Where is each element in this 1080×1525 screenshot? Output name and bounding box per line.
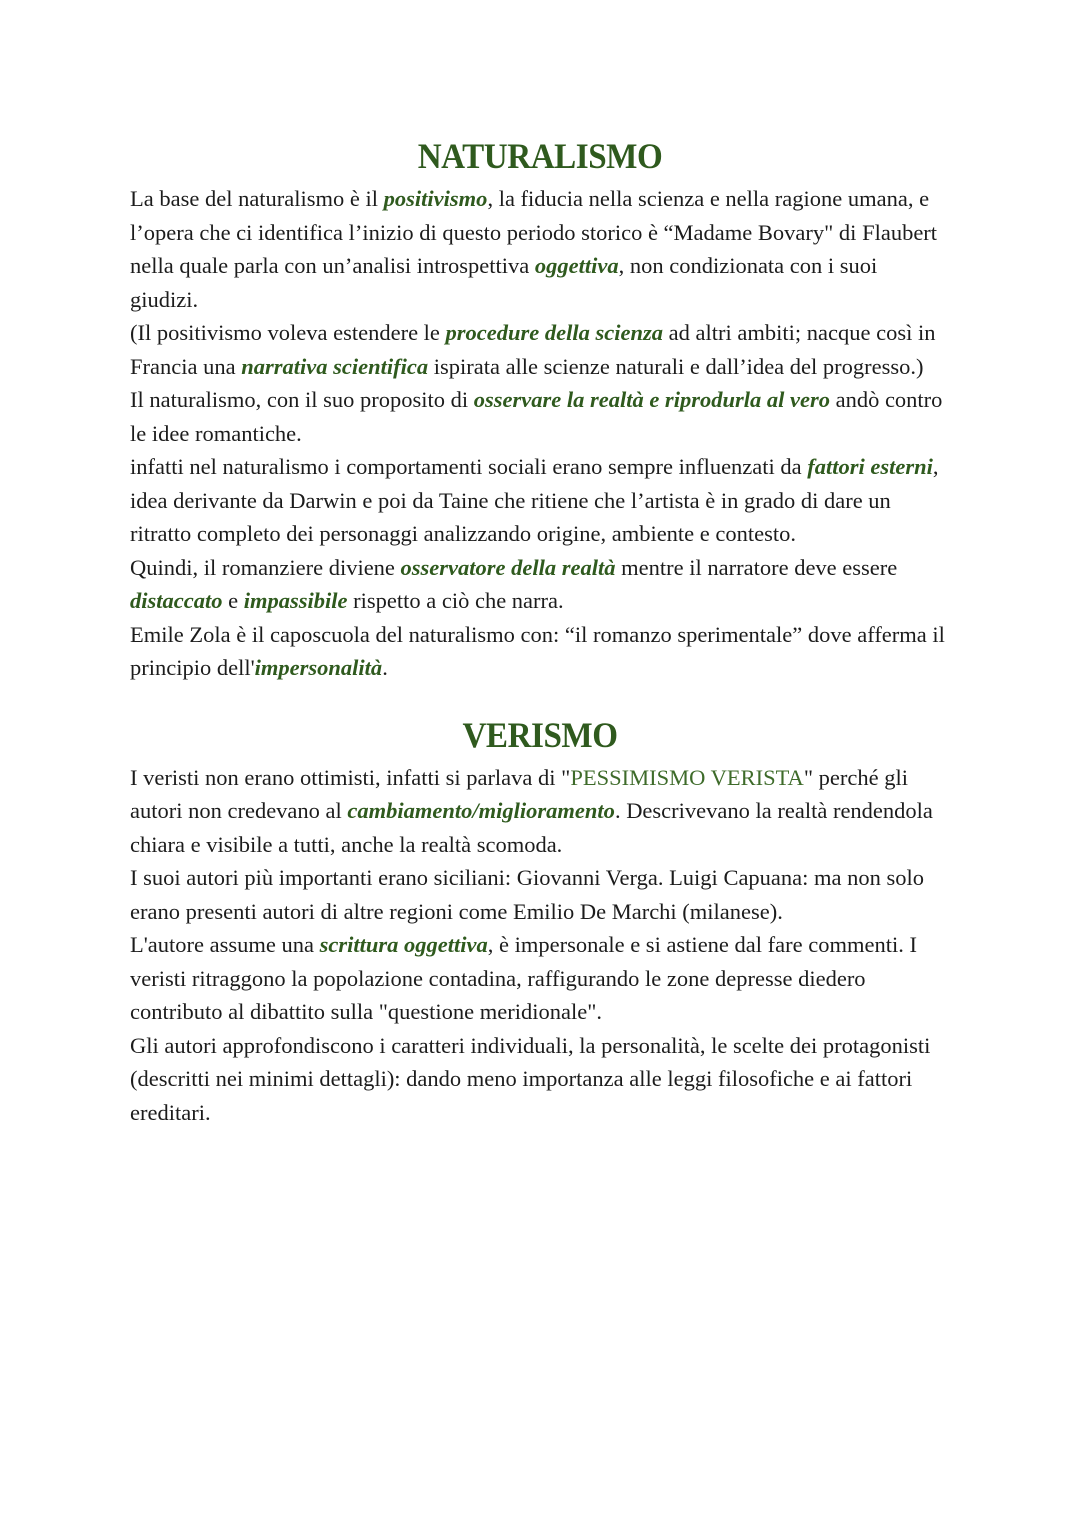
text-run: Emile Zola è il caposcuola del naturalismo con: “il romanzo sperimentale” dove afferma il principio dell' <box>130 621 945 680</box>
emphasized-term: impersonalità <box>254 655 383 680</box>
paragraph <box>130 316 950 383</box>
text-run: , idea derivante da Darwin e poi da Taine che ritiene che l’artista è in grado di dare un ritratto completo dei personaggi analizzando origine, ambiente e contesto. <box>130 454 939 546</box>
text-run: (Il positivismo voleva estendere le <box>130 320 446 345</box>
emphasized-term: cambiamento/miglioramento <box>347 798 615 823</box>
emphasized-term: osservatore della realtà <box>400 554 616 580</box>
paragraph <box>130 450 950 551</box>
paragraph <box>130 1029 950 1130</box>
emphasized-term: fattori esterni <box>807 454 933 479</box>
emphasized-term: impassibile <box>243 588 348 613</box>
text-run: ispirata alle scienze naturali e dall’idea del progresso.) <box>428 353 924 379</box>
emphasized-term: scrittura oggettiva <box>319 932 488 957</box>
document-page <box>130 134 950 1129</box>
text-run: L'autore assume una <box>130 932 320 957</box>
section-body-naturalismo <box>130 182 950 685</box>
section-body-verismo <box>130 761 950 1130</box>
text-run: , non condizionata con i suoi giudizi. <box>130 253 878 312</box>
emphasized-term: oggettiva <box>534 253 619 278</box>
text-run: andò contro le idee romantiche. <box>130 387 943 446</box>
emphasized-term: procedure della scienza <box>445 320 664 345</box>
text-run: Il naturalismo, con il suo proposito di <box>130 387 474 412</box>
text-run: , è impersonale e si astiene dal fare commenti. I veristi ritraggono la popolazione contadina, raffigurando le zone depresse diedero contributo al dibattito sulla "questione meridionale". <box>130 932 917 1024</box>
emphasized-term: distaccato <box>130 588 223 613</box>
paragraph <box>130 861 950 928</box>
text-run: rispetto a ciò che narra. <box>347 588 564 613</box>
paragraph <box>130 551 950 618</box>
text-run: . Descrivevano la realtà rendendola chiara e visibile a tutti, anche la realtà scomoda. <box>130 798 933 857</box>
text-run: " perché gli autori non credevano al <box>130 764 908 823</box>
text-run: La base del naturalismo è il <box>130 186 384 211</box>
emphasized-term: positivismo <box>383 186 488 211</box>
section-title-naturalismo: NATURALISMO <box>417 136 663 176</box>
section-title-verismo: VERISMO <box>462 714 618 755</box>
text-run: e <box>222 588 244 613</box>
highlighted-phrase: PESSIMISMO VERISTA <box>570 764 804 790</box>
paragraph <box>130 182 950 316</box>
paragraph <box>130 928 950 1029</box>
text-run: infatti nel naturalismo i comportamenti sociali erano sempre influenzati da <box>130 454 808 479</box>
text-run: Quindi, il romanziere diviene <box>130 554 401 580</box>
emphasized-term: osservare la realtà e riprodurla al vero <box>473 387 830 412</box>
text-run: mentre il narratore deve essere <box>615 554 898 580</box>
emphasized-term: narrativa scientifica <box>241 353 429 379</box>
paragraph <box>130 761 950 862</box>
text-run: I veristi non erano ottimisti, infatti si parlava di " <box>130 764 571 790</box>
paragraph <box>130 383 950 450</box>
text-run: I suoi autori più importanti erano siciliani: Giovanni Verga. Luigi Capuana: ma non solo erano presenti autori di altre regioni come Emilio De Marchi (milanese). <box>130 865 925 924</box>
text-run: Gli autori approfondiscono i caratteri individuali, la personalità, le scelte dei protagonisti (descritti nei minimi dettagli): dando meno importanza alle leggi filosofiche e ai fattori ereditari. <box>130 1032 931 1125</box>
text-run: . <box>382 655 388 680</box>
text-run: ad altri ambiti; nacque così in Francia una <box>130 320 936 379</box>
paragraph <box>130 618 950 685</box>
text-run: , la fiducia nella scienza e nella ragione umana, e l’opera che ci identifica l’inizio di questo periodo storico è “Madame Bovary" di Flaubert nella quale parla con un’analisi introspettiva <box>130 186 938 278</box>
